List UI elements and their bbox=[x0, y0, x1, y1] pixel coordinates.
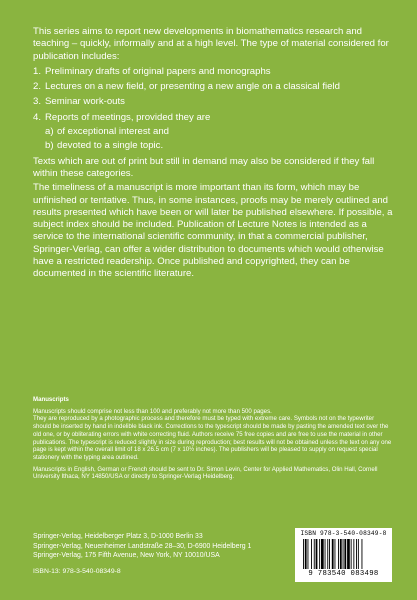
timeliness-paragraph: The timeliness of a manuscript is more important than its form, which may be unfinished or tentative. Thus, in some instances, proofs may be merely outlined and results presented which have been or will later be published elsewhere. If possible, a subject index should be included. Publication of Lecture Notes is intended as a service to the international scientific community, in that a commercial publisher, Springer-Verlag, can offer a wider distribution to documents which would otherwise have a restricted readership. Once published and copyrighted, they can be documented in the scientific literature. bbox=[33, 182, 393, 280]
barcode-icon bbox=[301, 539, 387, 569]
out-of-print-paragraph: Texts which are out of print but still in demand may also be considered if they fall within these categories. bbox=[33, 155, 375, 179]
manuscripts-paragraph: Manuscripts should comprise not less than 100 and preferably not more than 500 pages. bbox=[33, 407, 272, 415]
isbn-13-label: ISBN-13: 978-3-540-08349-8 bbox=[33, 568, 121, 575]
address-line: Springer-Verlag, Neuenheimer Landstraße 28–30, D-6900 Heidelberg 1 bbox=[33, 542, 252, 550]
barcode-box bbox=[295, 528, 392, 582]
sub-list-item: a) of exceptional interest and bbox=[45, 126, 170, 138]
address-line: Springer-Verlag, Heidelberger Platz 3, D-1000 Berlin 33 bbox=[33, 533, 203, 540]
sub-list-item: b) devoted to a single topic. bbox=[45, 140, 164, 152]
manuscripts-section bbox=[33, 396, 393, 485]
list-item: 1. Preliminary drafts of original papers and monographs bbox=[33, 65, 271, 77]
manuscripts-heading: Manuscripts bbox=[33, 396, 69, 403]
list-item: 3. Seminar work-outs bbox=[33, 96, 125, 108]
barcode-isbn-text: ISBN 978-3-540-08349-8 bbox=[300, 530, 387, 537]
list-item: 2. Lectures on a new field, or presenting a new angle on a classical field bbox=[33, 81, 340, 93]
manuscripts-paragraph: They are reproduced by a photographic process and therefore must be typed with extreme care. Symbols not on the typewriter should be inserted by hand in indelible black ink. Corrections to the typescript should be made by pasting the amended text over the old one, or by obliterating errors with white correcting fluid. Authors receive 75 free copies and are free to use the material in other publications. The typescript is reduced slightly in size during reproduction; best results will not be obtained unless the text on any one page is kept within the overall limit of 18 x 26.5 cm (7 x 10½ inches). The publishers will be pleased to supply on request special stationery with the typing area outlined. bbox=[33, 415, 392, 461]
list-item: 4. Reports of meetings, provided they are a) of exceptional interest and b) devoted to a single topic. bbox=[33, 112, 395, 153]
material-list bbox=[33, 66, 395, 153]
address-line: Springer-Verlag, 175 Fifth Avenue, New York, NY 10010/USA bbox=[33, 552, 220, 560]
manuscripts-paragraph: Manuscripts in English, German or French should be sent to Dr. Simon Levin, Center for Applied Mathematics, Olin Hall, Cornell University Ithaca, NY 14850/USA or directly to Springer-Verlag Heidelberg. bbox=[33, 465, 378, 481]
barcode-digits: 9 783540 083498 bbox=[308, 570, 379, 578]
publisher-addresses bbox=[33, 532, 293, 561]
intro-section bbox=[33, 26, 395, 281]
sub-list bbox=[45, 126, 395, 153]
intro-lead: This series aims to report new developments in biomathematics research and teaching – quickly, informally and at a high level. The type of material considered for publication includes: bbox=[33, 26, 389, 62]
